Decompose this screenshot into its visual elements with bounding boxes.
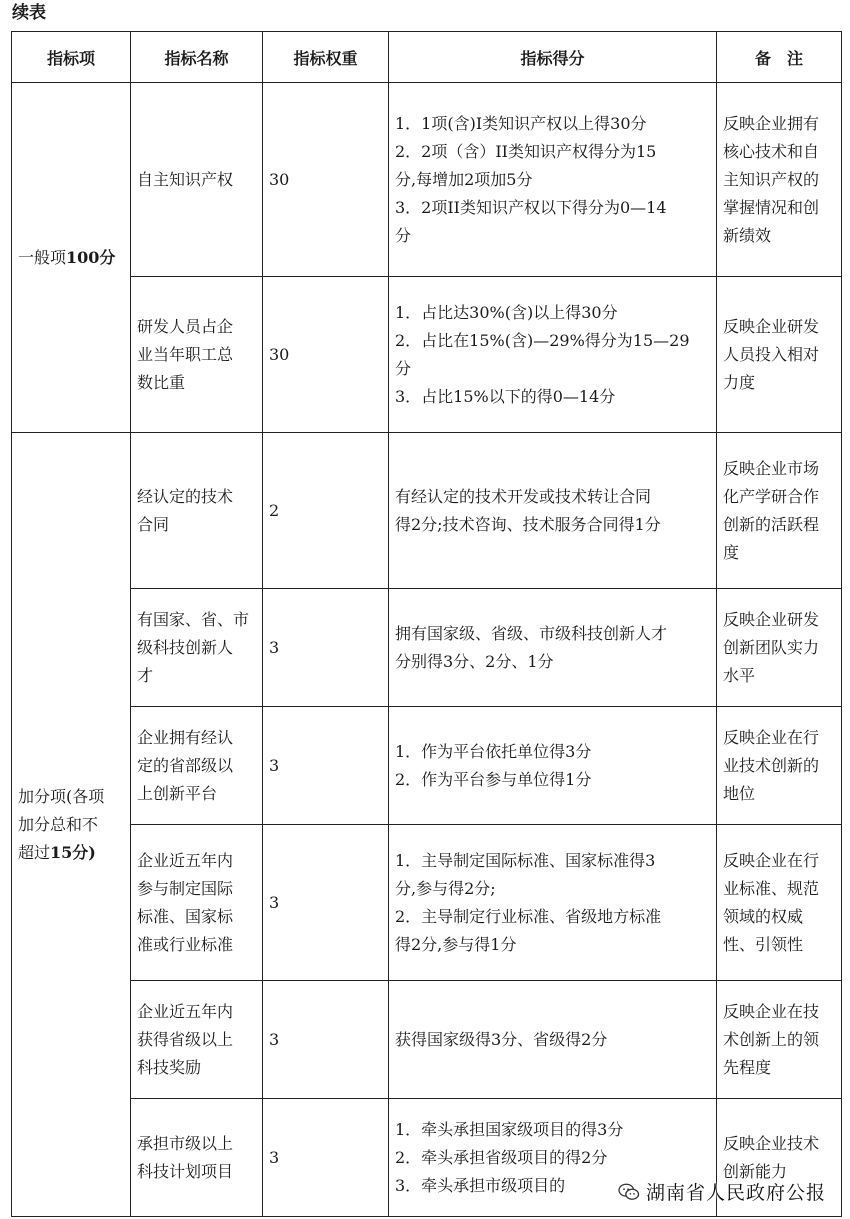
text-line: 2．占比在15%(含)—29%得分为15—29 <box>395 330 690 350</box>
text-line: 1．作为平台依托单位得3分 <box>395 741 592 761</box>
text-line: 业当年职工总 <box>137 344 234 364</box>
remarks-cell <box>717 83 842 277</box>
indicator-weight-cell: 30 <box>263 83 389 277</box>
table-row <box>12 83 842 277</box>
category-line <box>18 783 124 811</box>
table-row <box>12 433 842 589</box>
text-line: 得2分,参与得1分 <box>395 934 517 954</box>
text-line: 科技奖励 <box>137 1057 202 1077</box>
text-line: 科技计划项目 <box>137 1161 234 1181</box>
text-line: 企业近五年内 <box>137 850 234 870</box>
text-line: 3．占比15%以下的得0—14分 <box>395 386 616 406</box>
text-line: 2．2项（含）II类知识产权得分为15 <box>395 141 657 161</box>
indicator-name-cell <box>131 83 263 277</box>
indicator-score-cell <box>389 981 717 1099</box>
indicator-weight-cell: 2 <box>263 433 389 589</box>
text-line: 获得省级以上 <box>137 1029 234 1049</box>
text-line: 3．2项II类知识产权以下得分为0—14 <box>395 197 667 217</box>
text-line: 反映企业市场 <box>723 458 820 478</box>
text-line: 有国家、省、市 <box>137 609 250 629</box>
text-line: 业标准、规范 <box>723 878 820 898</box>
category-text: 加分总和不 <box>18 814 99 834</box>
text-line: 自主知识产权 <box>137 169 234 189</box>
text-line: 拥有国家级、省级、市级科技创新人才 <box>395 623 668 643</box>
indicator-name-cell <box>131 277 263 433</box>
text-line: 先程度 <box>723 1057 772 1077</box>
indicator-weight-cell: 3 <box>263 589 389 707</box>
text-line: 创新能力 <box>723 1161 788 1181</box>
text-line: 领域的权威 <box>723 906 804 926</box>
indicator-score-cell <box>389 1099 717 1217</box>
text-line: 2．作为平台参与单位得1分 <box>395 769 592 789</box>
table-row <box>12 707 842 825</box>
text-line: 分别得3分、2分、1分 <box>395 651 554 671</box>
text-line: 反映企业拥有 <box>723 113 820 133</box>
text-line: 1．主导制定国际标准、国家标准得3 <box>395 850 656 870</box>
text-line: 准或行业标准 <box>137 934 234 954</box>
text-line: 地位 <box>723 783 756 803</box>
indicator-table <box>11 31 842 1217</box>
category-cell <box>12 433 131 1217</box>
text-line: 新绩效 <box>723 225 772 245</box>
category-cell <box>12 83 131 433</box>
text-line: 企业拥有经认 <box>137 727 234 747</box>
text-line: 2．牵头承担省级项目的得2分 <box>395 1147 608 1167</box>
indicator-name-cell <box>131 825 263 981</box>
category-points: 100分 <box>66 247 116 267</box>
indicator-name-cell <box>131 981 263 1099</box>
header-indicator-name: 指标名称 <box>131 32 263 83</box>
indicator-score-cell <box>389 589 717 707</box>
text-line: 创新的活跃程 <box>723 514 820 534</box>
text-line: 研发人员占企 <box>137 316 234 336</box>
text-line: 2．主导制定行业标准、省级地方标准 <box>395 906 662 926</box>
text-line: 反映企业在行 <box>723 850 820 870</box>
category-line <box>18 839 124 867</box>
header-row <box>12 32 842 83</box>
indicator-name-cell <box>131 433 263 589</box>
text-line: 标准、国家标 <box>137 906 234 926</box>
text-line: 1．1项(含)I类知识产权以上得30分 <box>395 113 647 133</box>
indicator-score-cell <box>389 707 717 825</box>
table-row <box>12 1099 842 1217</box>
text-line: 业技术创新的 <box>723 755 820 775</box>
indicator-weight-cell: 30 <box>263 277 389 433</box>
category-text: 加分项(各项 <box>18 786 105 806</box>
category-points: 15分) <box>50 842 96 862</box>
text-line: 创新团队实力 <box>723 637 820 657</box>
text-line: 掌握情况和创 <box>723 197 820 217</box>
text-line: 才 <box>137 665 154 685</box>
category-line <box>18 811 124 839</box>
category-text: 超过 <box>18 842 51 862</box>
text-line: 企业近五年内 <box>137 1001 234 1021</box>
indicator-score-cell <box>389 433 717 589</box>
remarks-cell <box>717 707 842 825</box>
remarks-cell <box>717 825 842 981</box>
header-indicator-weight: 指标权重 <box>263 32 389 83</box>
text-line: 分,参与得2分; <box>395 878 496 898</box>
remarks-cell <box>717 1099 842 1217</box>
text-line: 反映企业研发 <box>723 609 820 629</box>
text-line: 分 <box>395 225 412 245</box>
remarks-cell <box>717 433 842 589</box>
text-line: 1．占比达30%(含)以上得30分 <box>395 302 618 322</box>
text-line: 合同 <box>137 514 170 534</box>
text-line: 反映企业在技 <box>723 1001 820 1021</box>
indicator-weight-cell: 3 <box>263 825 389 981</box>
text-line: 参与制定国际 <box>137 878 234 898</box>
text-line: 上创新平台 <box>137 783 218 803</box>
indicator-name-cell <box>131 1099 263 1217</box>
text-line: 分,每增加2项加5分 <box>395 169 533 189</box>
table-caption: 续表 <box>12 3 46 23</box>
indicator-weight-cell: 3 <box>263 707 389 825</box>
indicator-weight-cell: 3 <box>263 981 389 1099</box>
header-indicator-item: 指标项 <box>12 32 131 83</box>
text-line: 术创新上的领 <box>723 1029 820 1049</box>
text-line: 定的省部级以 <box>137 755 234 775</box>
text-line: 性、引领性 <box>723 934 804 954</box>
indicator-name-cell <box>131 589 263 707</box>
text-line: 反映企业在行 <box>723 727 820 747</box>
remarks-cell <box>717 981 842 1099</box>
text-line: 级科技创新人 <box>137 637 234 657</box>
text-line: 主知识产权的 <box>723 169 820 189</box>
text-line: 获得国家级得3分、省级得2分 <box>395 1029 608 1049</box>
table-row <box>12 589 842 707</box>
table-row <box>12 825 842 981</box>
text-line: 有经认定的技术开发或技术转让合同 <box>395 486 652 506</box>
header-remarks: 备 注 <box>717 32 842 83</box>
text-line: 经认定的技术 <box>137 486 234 506</box>
text-line: 分 <box>395 358 412 378</box>
table-row <box>12 277 842 433</box>
indicator-weight-cell: 3 <box>263 1099 389 1217</box>
category-text: 一般项 <box>18 247 67 267</box>
text-line: 度 <box>723 542 740 562</box>
text-line: 水平 <box>723 665 756 685</box>
text-line: 化产学研合作 <box>723 486 820 506</box>
category-line <box>18 244 124 272</box>
header-indicator-score: 指标得分 <box>389 32 717 83</box>
remarks-cell <box>717 277 842 433</box>
indicator-score-cell <box>389 825 717 981</box>
text-line: 1．牵头承担国家级项目的得3分 <box>395 1119 624 1139</box>
text-line: 力度 <box>723 372 756 392</box>
watermark-text: 湖南省人民政府公报 <box>645 1182 826 1204</box>
table-row <box>12 981 842 1099</box>
text-line: 承担市级以上 <box>137 1133 234 1153</box>
text-line: 核心技术和自 <box>723 141 820 161</box>
indicator-name-cell <box>131 707 263 825</box>
indicator-score-cell <box>389 277 717 433</box>
remarks-cell <box>717 589 842 707</box>
text-line: 3．牵头承担市级项目的 <box>395 1175 566 1195</box>
text-line: 得2分;技术咨询、技术服务合同得1分 <box>395 514 661 534</box>
text-line: 反映企业技术 <box>723 1133 820 1153</box>
text-line: 人员投入相对 <box>723 344 820 364</box>
indicator-score-cell <box>389 83 717 277</box>
text-line: 数比重 <box>137 372 186 392</box>
text-line: 反映企业研发 <box>723 316 820 336</box>
